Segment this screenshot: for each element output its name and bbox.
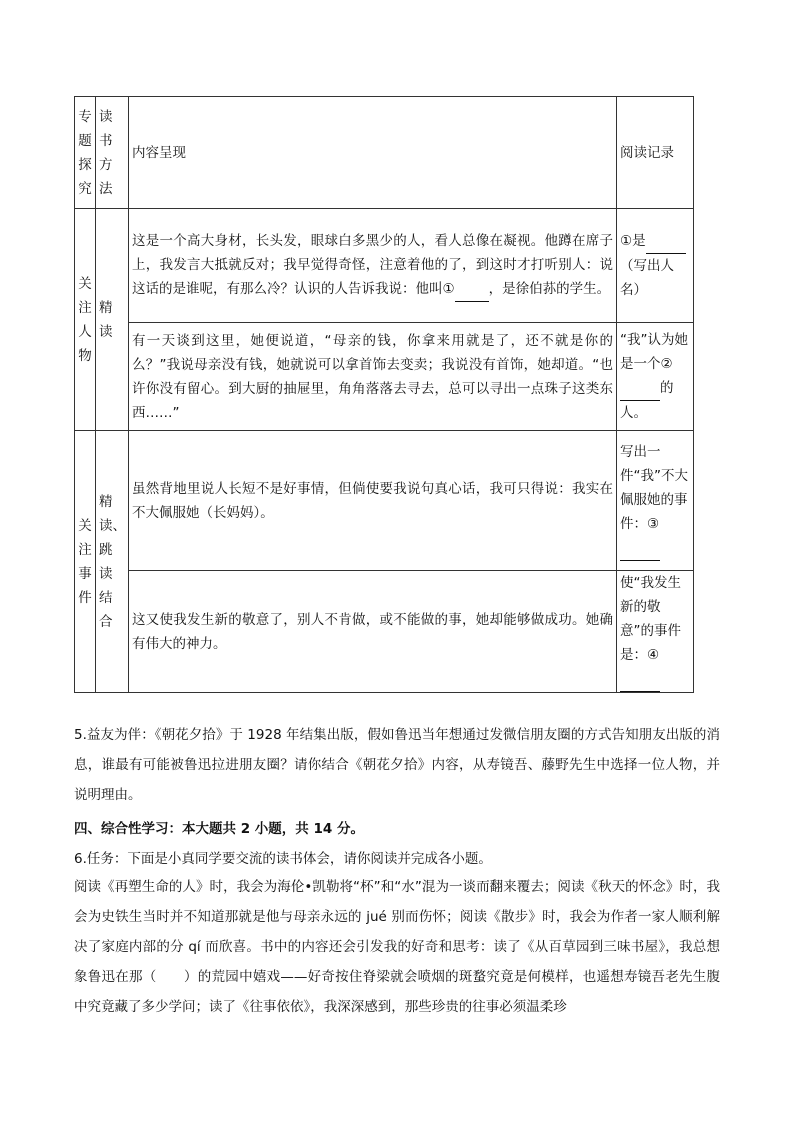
row1-record-a: ①是: [620, 233, 646, 249]
row1-record-b: （写出人名）: [620, 258, 674, 298]
row4-record-a: 使“我发生新的敬意”的事件是：④: [620, 575, 681, 663]
row2-record-a: “我”认为她是一个②: [620, 332, 688, 372]
topic-event: 关注事件: [75, 431, 96, 693]
blank-1[interactable]: [455, 277, 489, 302]
topic-person: 关注人物: [75, 209, 96, 431]
reading-record-table: [74, 96, 694, 693]
header-topic: 专题探究: [75, 97, 96, 209]
row3-record-a: 写出一件“我”不大佩服她的事件：③: [620, 444, 688, 532]
question-6-title: 6.任务：下面是小真同学要交流的读书体会，请你阅读并完成各小题。: [74, 851, 492, 867]
method-intensive: 精读: [96, 209, 129, 431]
row2-content: 有一天谈到这里，她便说道，“母亲的钱，你拿来用就是了，还不就是你的么？”我说母亲没有钱，她就说可以拿首饰去变卖；我说没有首饰，她却道。“也许你没有留心。到大厨的抽屉里，角角落落去寻去，总可以寻出一点珠子这类东西……”: [129, 323, 617, 431]
row3-record: [617, 431, 694, 571]
header-record: 阅读记录: [617, 97, 694, 209]
row4-content: 这又使我发生新的敬意了，别人不肯做，或不能做的事，她却能够做成功。她确有伟大的神力。: [129, 571, 617, 693]
record-blank-4[interactable]: [620, 667, 660, 692]
header-method: 读书方法: [96, 97, 129, 209]
record-blank-3[interactable]: [620, 536, 660, 561]
section-4-heading: 四、综合性学习：本大题共 2 小题，共 14 分。: [74, 821, 364, 837]
row1-content: [129, 209, 617, 323]
record-blank-2[interactable]: [620, 376, 660, 401]
question-6-body: 阅读《再塑生命的人》时，我会为海伦•凯勒将“杯”和“水”混为一谈而翻来覆去；阅读《秋天的怀念》时，我会为史铁生当时并不知道那就是他与母亲永远的 jué 别而伤怀；阅读《散步》时，我会为作者一家人顺利解决了家庭内部的分 qí 而欣喜。书中的内容还会引发我的好奇和思考：读了《从百草园到三味书屋》，我总想象鲁迅在那（ ）的荒园中嬉戏——好奇按住脊梁就会喷烟的斑蝥究竟是何模样，也遥想寿镜吾老先生腹中究竟藏了多少学问；读了《往事依依》，我深深感到，那些珍贵的往事必须温柔珍: [74, 879, 720, 1015]
row1-text-after: ，是徐伯荪的学生。: [488, 281, 611, 297]
row2-record: [617, 323, 694, 431]
row1-record: [617, 209, 694, 323]
header-content: 内容呈现: [129, 97, 617, 209]
row4-record: [617, 571, 694, 693]
record-blank-1[interactable]: [646, 229, 686, 254]
question-5: 5.益友为伴：《朝花夕拾》于 1928 年结集出版，假如鲁迅当年想通过发微信朋友圈的方式告知朋友出版的消息，谁最有可能被鲁迅拉进朋友圈？请你结合《朝花夕拾》内容，从寿镜吾、藤野先生中选择一位人物，并说明理由。: [74, 727, 720, 803]
method-combined: 精读、跳读结合: [96, 431, 129, 693]
row3-content: 虽然背地里说人长短不是好事情，但倘使要我说句真心话，我可只得说：我实在不大佩服她（长妈妈）。: [129, 431, 617, 571]
row1-text: 这是一个高大身材，长头发，眼球白多黑少的人，看人总像在凝视。他蹲在席子上，我发言大抵就反对；我早觉得奇怪，注意着他的了，到这时才打听别人：说这话的是谁呢，有那么冷？认识的人告诉我说：他叫①: [132, 233, 613, 297]
row2-record-b: 的人。: [620, 380, 674, 421]
